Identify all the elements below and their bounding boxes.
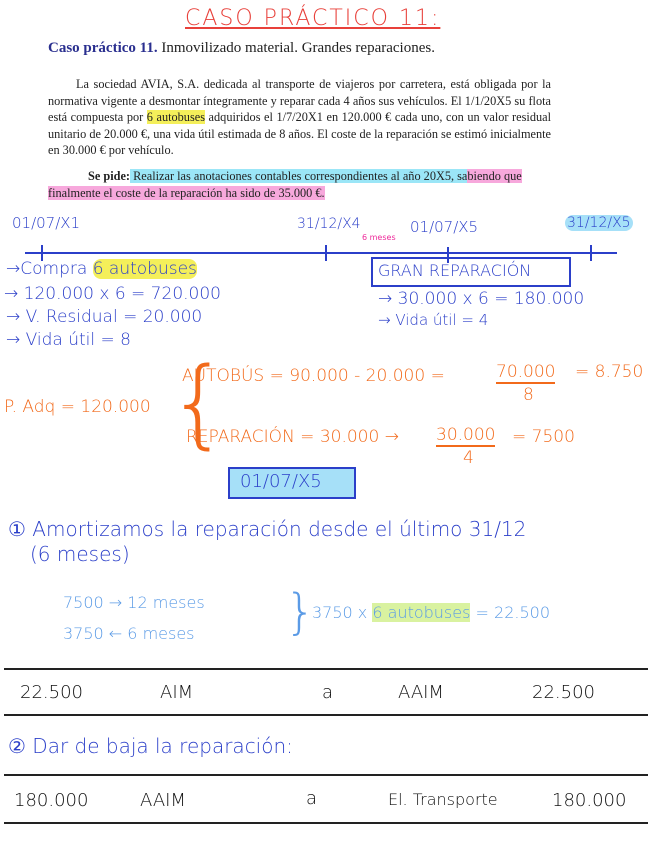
- precio-adquisicion: P. Adq = 120.000: [4, 397, 151, 417]
- note-line: → Vida útil = 4: [378, 311, 489, 329]
- timeline-date: 01/07/X1: [12, 214, 81, 232]
- entry-credit-account: AAIM: [398, 682, 444, 703]
- calc-result: = 7500: [512, 427, 575, 447]
- entry-divider: [4, 822, 648, 824]
- timeline-axis: [25, 252, 617, 254]
- entry-credit-amount: 22.500: [532, 682, 595, 703]
- fraction-num: 70.000: [496, 362, 556, 382]
- note-line: → 30.000 x 6 = 180.000: [378, 289, 585, 309]
- para-text: La sociedad AVIA, S.A. dedicada al transporte de viajeros por carretera, está obligada por la normativa vigente a desmontar íntegramente y reparar cada 4 años sus vehículos. El 1/1/20X5 su flota está compuesta por: [48, 77, 551, 124]
- step2-title: ② Dar de baja la reparación:: [8, 734, 293, 758]
- note-text: →Compra: [6, 259, 93, 279]
- date-box-label: 01/07/X5: [240, 471, 322, 492]
- brace-icon: {: [168, 347, 230, 459]
- title-bold: Caso práctico 11.: [48, 40, 158, 56]
- task-paragraph: [48, 168, 551, 201]
- entry-debit-amount: 180.000: [14, 790, 89, 811]
- para-text: adquiridos el 1/7/20X1 en 120.000 € cada uno, con un valor residual unitario de 20.000 €, una vida útil estimada de 8 años. El coste de la reparación se estimó inicialmente en 30.000 € por vehículo.: [48, 110, 551, 157]
- gap-label: 6 meses: [362, 233, 396, 242]
- fraction-den: 4: [463, 448, 474, 468]
- calc-rep: REPARACIÓN = 30.000 →: [186, 427, 399, 447]
- step1-title: ① Amortizamos la reparación desde el último 31/12: [8, 517, 527, 541]
- note-line: → 120.000 x 6 = 720.000: [4, 284, 221, 304]
- step1-result: [312, 603, 550, 622]
- brace-icon: }: [285, 584, 316, 640]
- entry-credit-account: El. Transporte: [388, 790, 498, 809]
- result-text: = 22.500: [470, 603, 551, 622]
- fraction-den: 8: [523, 385, 534, 405]
- entry-separator: a: [322, 682, 334, 703]
- statement-paragraph: [48, 76, 551, 159]
- timeline-date: 01/07/X5: [410, 218, 479, 236]
- entry-debit-amount: 22.500: [20, 682, 83, 703]
- highlight-autobuses: 6 autobuses: [92, 259, 197, 279]
- entry-debit-account: AAIM: [140, 790, 186, 811]
- entry-debit-account: AIM: [160, 682, 194, 703]
- title-rest: Inmovilizado material. Grandes reparaciones.: [157, 40, 435, 56]
- note-line: → Vida útil = 8: [6, 330, 131, 350]
- statement-title: [48, 40, 608, 57]
- note-line: → V. Residual = 20.000: [6, 307, 203, 327]
- result-text: 3750 x: [312, 603, 373, 622]
- calc-result: = 8.750: [575, 362, 644, 382]
- task-text: biendo que finalmente el coste de la reparación ha sido de 35.000 €.: [48, 169, 522, 200]
- fraction-num: 30.000: [436, 425, 496, 445]
- entry-divider: [4, 774, 648, 776]
- entry-separator: a: [306, 788, 318, 809]
- note-line: [6, 259, 197, 279]
- task-text: Realizar las anotaciones contables correspondientes al año 20X5, sa: [130, 169, 468, 183]
- highlight-autobuses: 6 autobuses: [146, 110, 205, 124]
- se-pide-label: Se pide:: [88, 169, 131, 183]
- timeline-date: 31/12/X5: [567, 215, 631, 231]
- entry-divider: [4, 668, 648, 670]
- rule-of-three: 7500 → 12 meses: [63, 593, 205, 612]
- entry-divider: [4, 714, 648, 716]
- page-heading: CASO PRÁCTICO 11:: [185, 6, 441, 31]
- timeline-tick: [590, 245, 592, 261]
- calc-bus: AUTOBÚS = 90.000 - 20.000 =: [182, 366, 445, 386]
- gran-reparacion-label: GRAN REPARACIÓN: [378, 261, 532, 280]
- timeline-date: 31/12/X4: [297, 216, 361, 232]
- rule-of-three: 3750 ← 6 meses: [63, 624, 195, 643]
- timeline-tick: [325, 245, 327, 261]
- entry-credit-amount: 180.000: [552, 790, 627, 811]
- highlight-autobuses: 6 autobuses: [372, 603, 471, 622]
- step1-title: (6 meses): [30, 542, 130, 566]
